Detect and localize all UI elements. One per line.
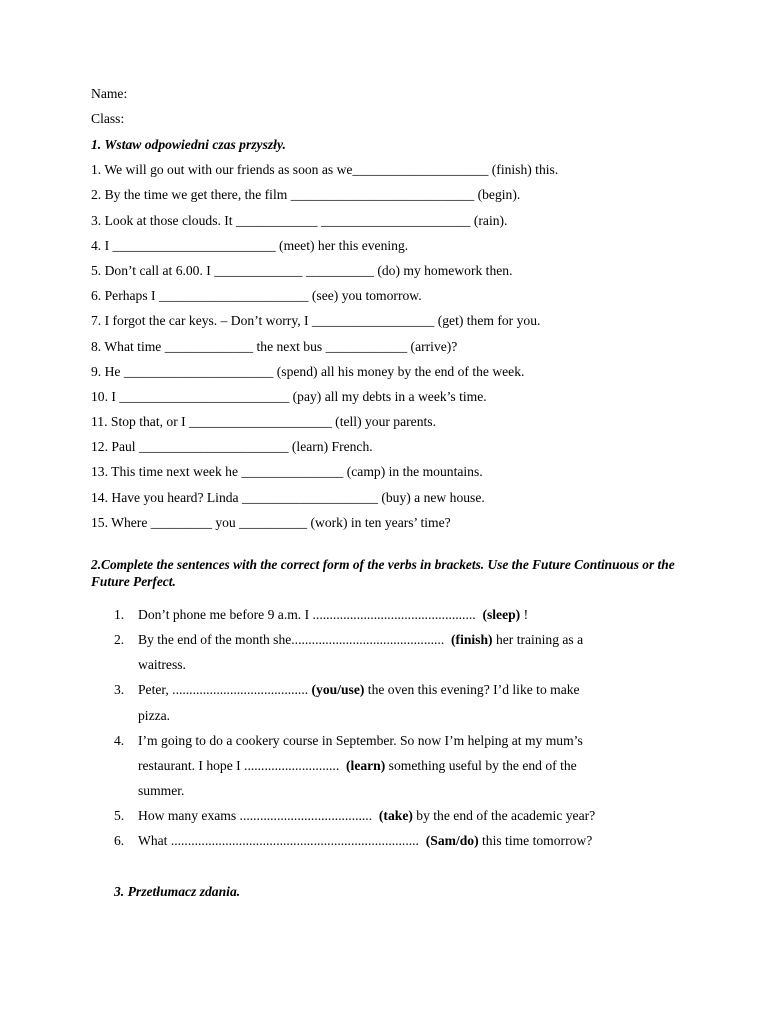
class-label: Class:: [91, 111, 125, 126]
exercise2-item-number: 4.: [114, 733, 125, 748]
exercise2-item-line: [138, 708, 170, 724]
exercise1-item: 14. Have you heard? Linda ____________________ (buy) a new house.: [91, 490, 485, 505]
exercise2-verb-hint: (take): [378, 808, 413, 823]
exercise1-item: 1. We will go out with our friends as soon as we____________________ (finish) this.: [91, 162, 559, 177]
exercise2-verb-hint: (sleep): [482, 607, 521, 622]
exercise1-item: 7. I forgot the car keys. – Don’t worry, I __________________ (get) them for you.: [91, 313, 541, 328]
exercise2-text: something useful by the end of the: [385, 758, 577, 773]
exercise1-item: 6. Perhaps I ______________________ (see) you tomorrow.: [91, 288, 422, 303]
exercise2-item-number: 2.: [114, 632, 125, 647]
exercise1-item: 10. I _________________________ (pay) all my debts in a week’s time.: [91, 389, 487, 404]
exercise2-text: this time tomorrow?: [478, 833, 593, 848]
exercise2-text: By the end of the month she.............................................: [138, 632, 452, 647]
exercise2-item-line: [138, 607, 528, 623]
exercise1-item: 12. Paul ______________________ (learn) French.: [91, 439, 373, 454]
exercise2-verb-hint: (Sam/do): [425, 833, 479, 848]
exercise2-item-line: [138, 758, 577, 774]
exercise1-item: 15. Where _________ you __________ (work) in ten years’ time?: [91, 515, 451, 530]
exercise1-item: 4. I ________________________ (meet) her this evening.: [91, 238, 409, 253]
exercise1-item: 13. This time next week he _______________ (camp) in the mountains.: [91, 464, 483, 479]
exercise1-item: 11. Stop that, or I _____________________ (tell) your parents.: [91, 414, 436, 429]
exercise2-item-line: [138, 632, 583, 648]
exercise2-text: by the end of the academic year?: [412, 808, 596, 823]
exercise2-text: the oven this evening? I’d like to make: [364, 682, 580, 697]
exercise2-text: I’m going to do a cookery course in September. So now I’m helping at my mum’s: [138, 733, 583, 748]
exercise2-text: pizza.: [138, 708, 171, 723]
exercise2-item-number: 5.: [114, 808, 125, 823]
exercise2-text: summer.: [138, 783, 185, 798]
exercise1-item: 5. Don’t call at 6.00. I _____________ __________ (do) my homework then.: [91, 263, 513, 278]
exercise2-text: Don’t phone me before 9 a.m. I ................................................: [138, 607, 483, 622]
exercise2-item-line: [138, 783, 184, 799]
exercise2-text: her training as a: [492, 632, 584, 647]
exercise2-text: !: [520, 607, 529, 622]
exercise1-item: 8. What time _____________ the next bus ____________ (arrive)?: [91, 339, 458, 354]
exercise2-item-line: [138, 657, 186, 673]
section1-title: 1. Wstaw odpowiedni czas przyszły.: [91, 137, 286, 152]
exercise1-item: 2. By the time we get there, the film ___________________________ (begin).: [91, 187, 521, 202]
exercise2-item-line: [138, 833, 592, 849]
exercise2-text: waitress.: [138, 657, 186, 672]
exercise2-item-line: [138, 808, 595, 824]
exercise1-item: 9. He ______________________ (spend) all his money by the end of the week.: [91, 364, 525, 379]
exercise2-item-line: [138, 733, 583, 749]
exercise2-verb-hint: (you/use): [311, 682, 365, 697]
exercise2-text: restaurant. I hope I ............................: [138, 758, 347, 773]
exercise2-text: What .........................................................................: [138, 833, 426, 848]
exercise2-item-number: 3.: [114, 682, 125, 697]
exercise2-item-number: 1.: [114, 607, 125, 622]
exercise2-item-line: [138, 682, 580, 698]
exercise2-verb-hint: (learn): [346, 758, 386, 773]
exercise1-item: 3. Look at those clouds. It ____________ ______________________ (rain).: [91, 213, 508, 228]
section2-title: 2.Complete the sentences with the correct form of the verbs in brackets. Use the Future Continuous or the Future Perfect.: [91, 557, 675, 589]
exercise2-text: Peter, ........................................: [138, 682, 312, 697]
exercise2-text: How many exams .......................................: [138, 808, 379, 823]
section3-title: 3. Przetłumacz zdania.: [114, 884, 241, 899]
exercise2-verb-hint: (finish): [451, 632, 493, 647]
name-label: Name:: [91, 86, 128, 101]
exercise2-item-number: 6.: [114, 833, 125, 848]
